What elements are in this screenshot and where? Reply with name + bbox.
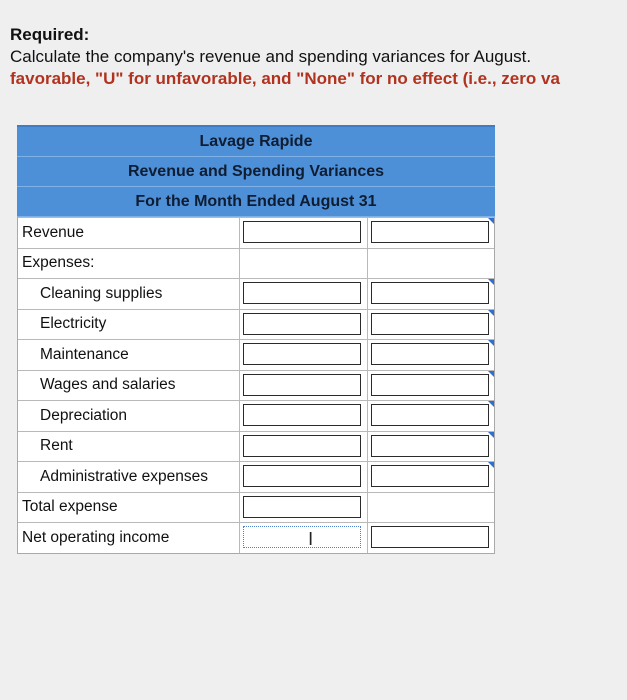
administrative-effect-select[interactable] [371, 465, 489, 487]
table-row-rent [18, 431, 494, 462]
depreciation-effect-select[interactable] [371, 404, 489, 426]
maintenance-effect-select[interactable] [371, 343, 489, 365]
variance-amount-cell [240, 462, 367, 492]
effect-cell [368, 523, 494, 553]
row-label: Depreciation [18, 401, 240, 431]
table-row-net-operating-income [18, 522, 494, 553]
rent-variance-input[interactable] [243, 435, 361, 457]
table-row-maintenance [18, 339, 494, 370]
row-label: Net operating income [18, 523, 240, 553]
revenue-variance-input[interactable] [243, 221, 361, 243]
effect-cell [368, 371, 494, 401]
instructions [10, 24, 627, 90]
blank-cell [240, 249, 367, 279]
variance-amount-cell [240, 432, 367, 462]
total-expense-variance-input[interactable] [243, 496, 361, 518]
effect-cell [368, 432, 494, 462]
row-label: Total expense [18, 493, 240, 523]
depreciation-variance-input[interactable] [243, 404, 361, 426]
instruction-line-1: Calculate the company's revenue and spending variances for August. [10, 47, 532, 66]
variance-amount-cell [240, 493, 367, 523]
dropdown-caret-icon [488, 310, 494, 316]
table-row-cleaning-supplies [18, 278, 494, 309]
revenue-effect-select[interactable] [371, 221, 489, 243]
effect-cell [368, 279, 494, 309]
text-cursor-icon: I [308, 529, 314, 549]
report-period: For the Month Ended August 31 [17, 187, 495, 217]
net-operating-income-variance-input[interactable] [243, 526, 361, 548]
effect-cell [368, 462, 494, 492]
company-name: Lavage Rapide [17, 125, 495, 157]
row-label: Wages and salaries [18, 371, 240, 401]
dropdown-caret-icon [488, 371, 494, 377]
electricity-variance-input[interactable] [243, 313, 361, 335]
cleaning-supplies-effect-select[interactable] [371, 282, 489, 304]
report-title: Revenue and Spending Variances [17, 157, 495, 187]
table-row-electricity [18, 309, 494, 340]
rent-effect-select[interactable] [371, 435, 489, 457]
variance-amount-cell [240, 371, 367, 401]
variance-amount-cell [240, 523, 367, 553]
dropdown-caret-icon [488, 462, 494, 468]
wages-variance-input[interactable] [243, 374, 361, 396]
variance-amount-cell [240, 340, 367, 370]
dropdown-caret-icon [488, 401, 494, 407]
table-row-revenue [18, 217, 494, 248]
row-label: Expenses: [18, 249, 240, 279]
variance-rows [17, 217, 495, 554]
effect-cell [368, 218, 494, 248]
row-label: Revenue [18, 218, 240, 248]
administrative-variance-input[interactable] [243, 465, 361, 487]
effect-cell [368, 401, 494, 431]
cleaning-supplies-variance-input[interactable] [243, 282, 361, 304]
required-heading: Required: [10, 25, 90, 44]
table-row-total-expense [18, 492, 494, 523]
table-row-administrative-expenses [18, 461, 494, 492]
maintenance-variance-input[interactable] [243, 343, 361, 365]
row-label: Maintenance [18, 340, 240, 370]
blank-cell [368, 249, 494, 279]
effect-cell [368, 340, 494, 370]
row-label: Cleaning supplies [18, 279, 240, 309]
row-label: Electricity [18, 310, 240, 340]
wages-effect-select[interactable] [371, 374, 489, 396]
table-row-wages-and-salaries [18, 370, 494, 401]
table-row-depreciation [18, 400, 494, 431]
instruction-line-2: favorable, "U" for unfavorable, and "None" for no effect (i.e., zero va [10, 69, 560, 88]
dropdown-caret-icon [488, 279, 494, 285]
blank-cell [368, 493, 494, 523]
variance-amount-cell [240, 401, 367, 431]
electricity-effect-select[interactable] [371, 313, 489, 335]
variance-amount-cell [240, 218, 367, 248]
variance-worksheet [17, 125, 495, 554]
effect-cell [368, 310, 494, 340]
variance-amount-cell [240, 310, 367, 340]
row-label: Rent [18, 432, 240, 462]
variance-amount-cell [240, 279, 367, 309]
dropdown-caret-icon [488, 432, 494, 438]
dropdown-caret-icon [488, 218, 494, 224]
dropdown-caret-icon [488, 340, 494, 346]
table-row-expenses [18, 248, 494, 279]
net-operating-income-effect-select[interactable] [371, 526, 489, 548]
row-label: Administrative expenses [18, 462, 240, 492]
